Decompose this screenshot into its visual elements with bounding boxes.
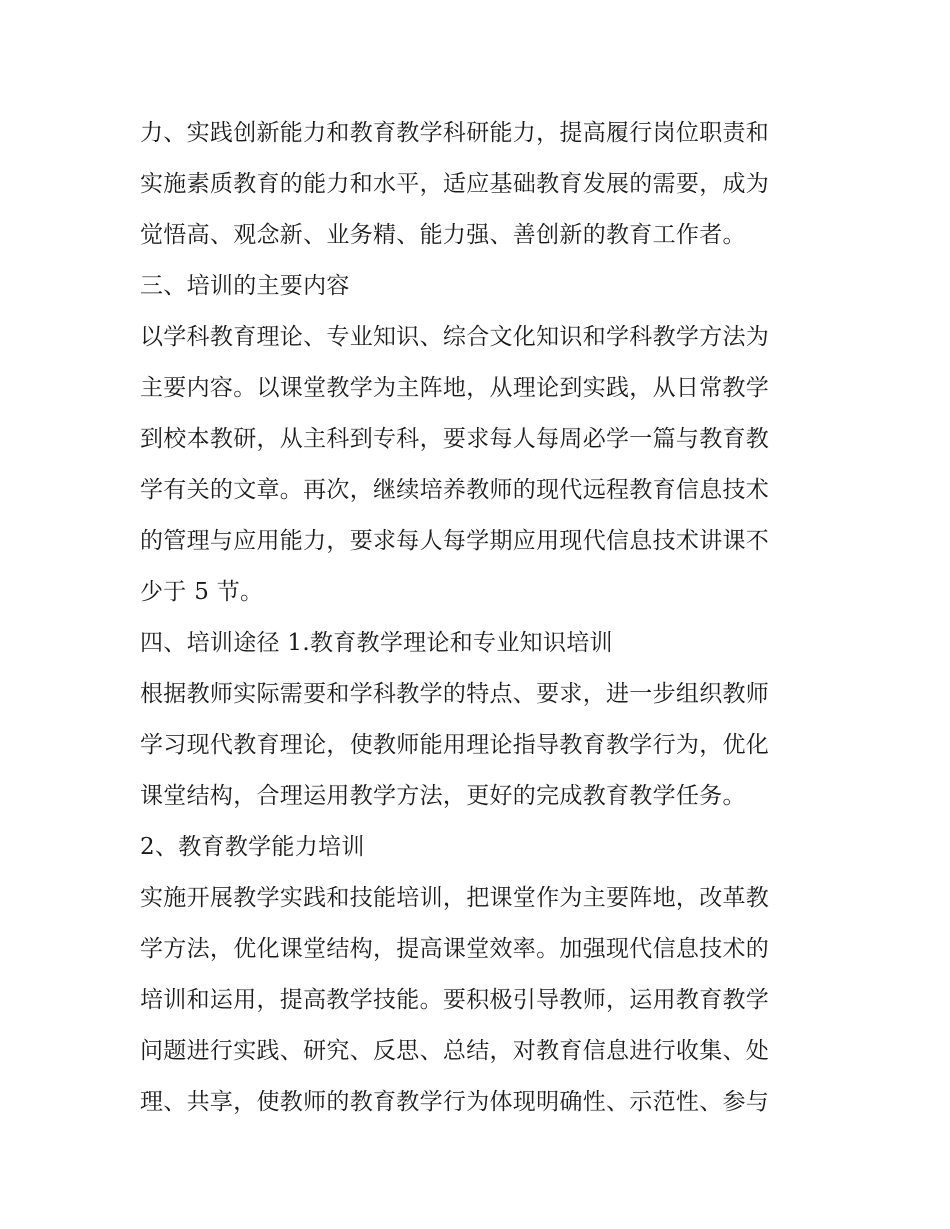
section-heading-4: 四、培训途径 1.教育教学理论和专业知识培训 — [140, 630, 613, 656]
text-line: 学方法，优化课堂结构，提高课堂效率。加强现代信息技术的 — [140, 936, 770, 962]
text-line: 力、实践创新能力和教育教学科研能力，提高履行岗位职责和 — [140, 120, 770, 146]
text-line: 问题进行实践、研究、反思、总结，对教育信息进行收集、处 — [140, 1038, 770, 1064]
text-line: 实施素质教育的能力和水平，适应基础教育发展的需要，成为 — [140, 171, 770, 197]
text-line: 学有关的文章。再次，继续培养教师的现代远程教育信息技术 — [140, 477, 770, 503]
text-line: 以学科教育理论、专业知识、综合文化知识和学科教学方法为 — [140, 324, 770, 350]
text-line: 培训和运用，提高教学技能。要积极引导教师，运用教育教学 — [140, 987, 770, 1013]
text-line: 到校本教研，从主科到专科，要求每人每周必学一篇与教育教 — [140, 426, 770, 452]
subsection-heading-2: 2、教育教学能力培训 — [140, 834, 365, 860]
text-line: 主要内容。以课堂教学为主阵地，从理论到实践，从日常教学 — [140, 375, 770, 401]
text-line: 课堂结构，合理运用教学方法，更好的完成教育教学任务。 — [140, 783, 746, 809]
section-heading-3: 三、培训的主要内容 — [140, 273, 350, 299]
text-line: 学习现代教育理论，使教师能用理论指导教育教学行为，优化 — [140, 732, 770, 758]
text-line: 实施开展教学实践和技能培训，把课堂作为主要阵地，改革教 — [140, 885, 770, 911]
text-line: 的管理与应用能力，要求每人每学期应用现代信息技术讲课不 — [140, 528, 770, 554]
text-line: 少于 5 节。 — [140, 579, 264, 605]
text-line: 理、共享，使教师的教育教学行为体现明确性、示范性、参与 — [140, 1089, 770, 1115]
text-line: 根据教师实际需要和学科教学的特点、要求，进一步组织教师 — [140, 681, 770, 707]
text-line: 觉悟高、观念新、业务精、能力强、善创新的教育工作者。 — [140, 222, 746, 248]
document-body — [140, 108, 820, 1128]
